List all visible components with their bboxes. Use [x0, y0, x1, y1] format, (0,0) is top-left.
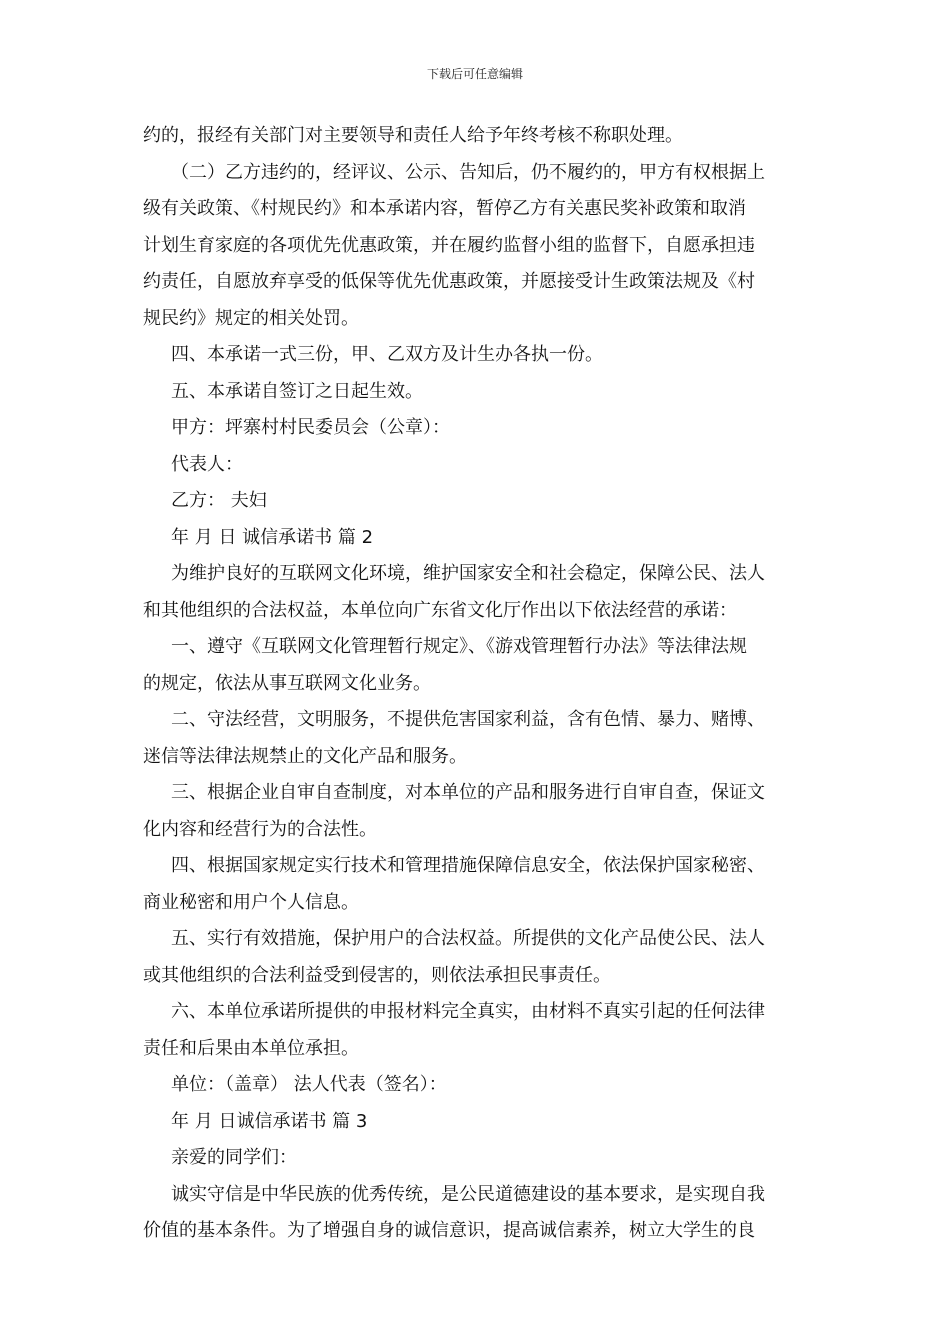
text-line: 四、根据国家规定实行技术和管理措施保障信息安全，依法保护国家秘密、 [171, 855, 765, 876]
text-line: 五、本承诺自签订之日起生效。 [171, 380, 423, 402]
text-line: （二）乙方违约的，经评议、公示、告知后，仍不履约的，甲方有权根据上 [171, 161, 765, 183]
text-line: 价值的基本条件。为了增强自身的诚信意识，提高诚信素养，树立大学生的良 [143, 1220, 755, 1241]
document-body [143, 118, 815, 1250]
text-line: 化内容和经营行为的合法性。 [143, 818, 377, 840]
text-line: 和其他组织的合法权益，本单位向广东省文化厅作出以下依法经营的承诺： [143, 599, 737, 621]
text-line: 或其他组织的合法利益受到侵害的，则依法承担民事责任。 [143, 964, 611, 986]
text-line: 甲方：坪寨村村民委员会（公章）： [171, 417, 450, 438]
text-line: 亲爱的同学们： [171, 1147, 297, 1168]
text-line: 三、根据企业自审自查制度，对本单位的产品和服务进行自审自查，保证文 [171, 782, 765, 803]
text-line: 的规定，依法从事互联网文化业务。 [143, 672, 431, 694]
text-line: 商业秘密和用户个人信息。 [143, 891, 359, 913]
text-line: 年 月 日 诚信承诺书 篇 2 [171, 526, 374, 548]
text-line: 单位：（盖章） 法人代表（签名）： [171, 1074, 447, 1095]
text-line: 一、遵守《互联网文化管理暂行规定》、《游戏管理暂行办法》等法律法规 [171, 636, 747, 657]
text-line: 诚实守信是中华民族的优秀传统，是公民道德建设的基本要求，是实现自我 [171, 1183, 765, 1205]
text-line: 二、守法经营，文明服务，不提供危害国家利益，含有色情、暴力、赌博、 [171, 709, 765, 730]
text-line: 约的，报经有关部门对主要领导和责任人给予年终考核不称职处理。 [143, 125, 683, 146]
text-line: 约责任，自愿放弃享受的低保等优先优惠政策，并愿接受计生政策法规及《村 [143, 271, 755, 292]
text-line: 六、本单位承诺所提供的申报材料完全真实，由材料不真实引起的任何法律 [171, 1001, 765, 1022]
text-line: 乙方： 夫妇 [171, 490, 267, 511]
text-line: 为维护良好的互联网文化环境，维护国家安全和社会稳定，保障公民、法人 [171, 563, 765, 584]
text-line: 五、实行有效措施，保护用户的合法权益。所提供的文化产品使公民、法人 [171, 928, 765, 949]
text-line: 四、本承诺一式三份，甲、乙双方及计生办各执一份。 [171, 344, 603, 365]
text-line: 规民约》规定的相关处罚。 [143, 307, 359, 329]
text-line: 计划生育家庭的各项优先优惠政策，并在履约监督小组的监督下，自愿承担违 [143, 234, 755, 256]
text-line: 代表人： [171, 453, 243, 475]
text-line: 年 月 日诚信承诺书 篇 3 [171, 1110, 368, 1132]
text-line: 迷信等法律法规禁止的文化产品和服务。 [143, 745, 467, 767]
page-header: 下载后可任意编辑 [426, 67, 523, 81]
text-line: 责任和后果由本单位承担。 [143, 1037, 359, 1059]
text-line: 级有关政策、《村规民约》和本承诺内容，暂停乙方有关惠民奖补政策和取消 [143, 198, 746, 219]
